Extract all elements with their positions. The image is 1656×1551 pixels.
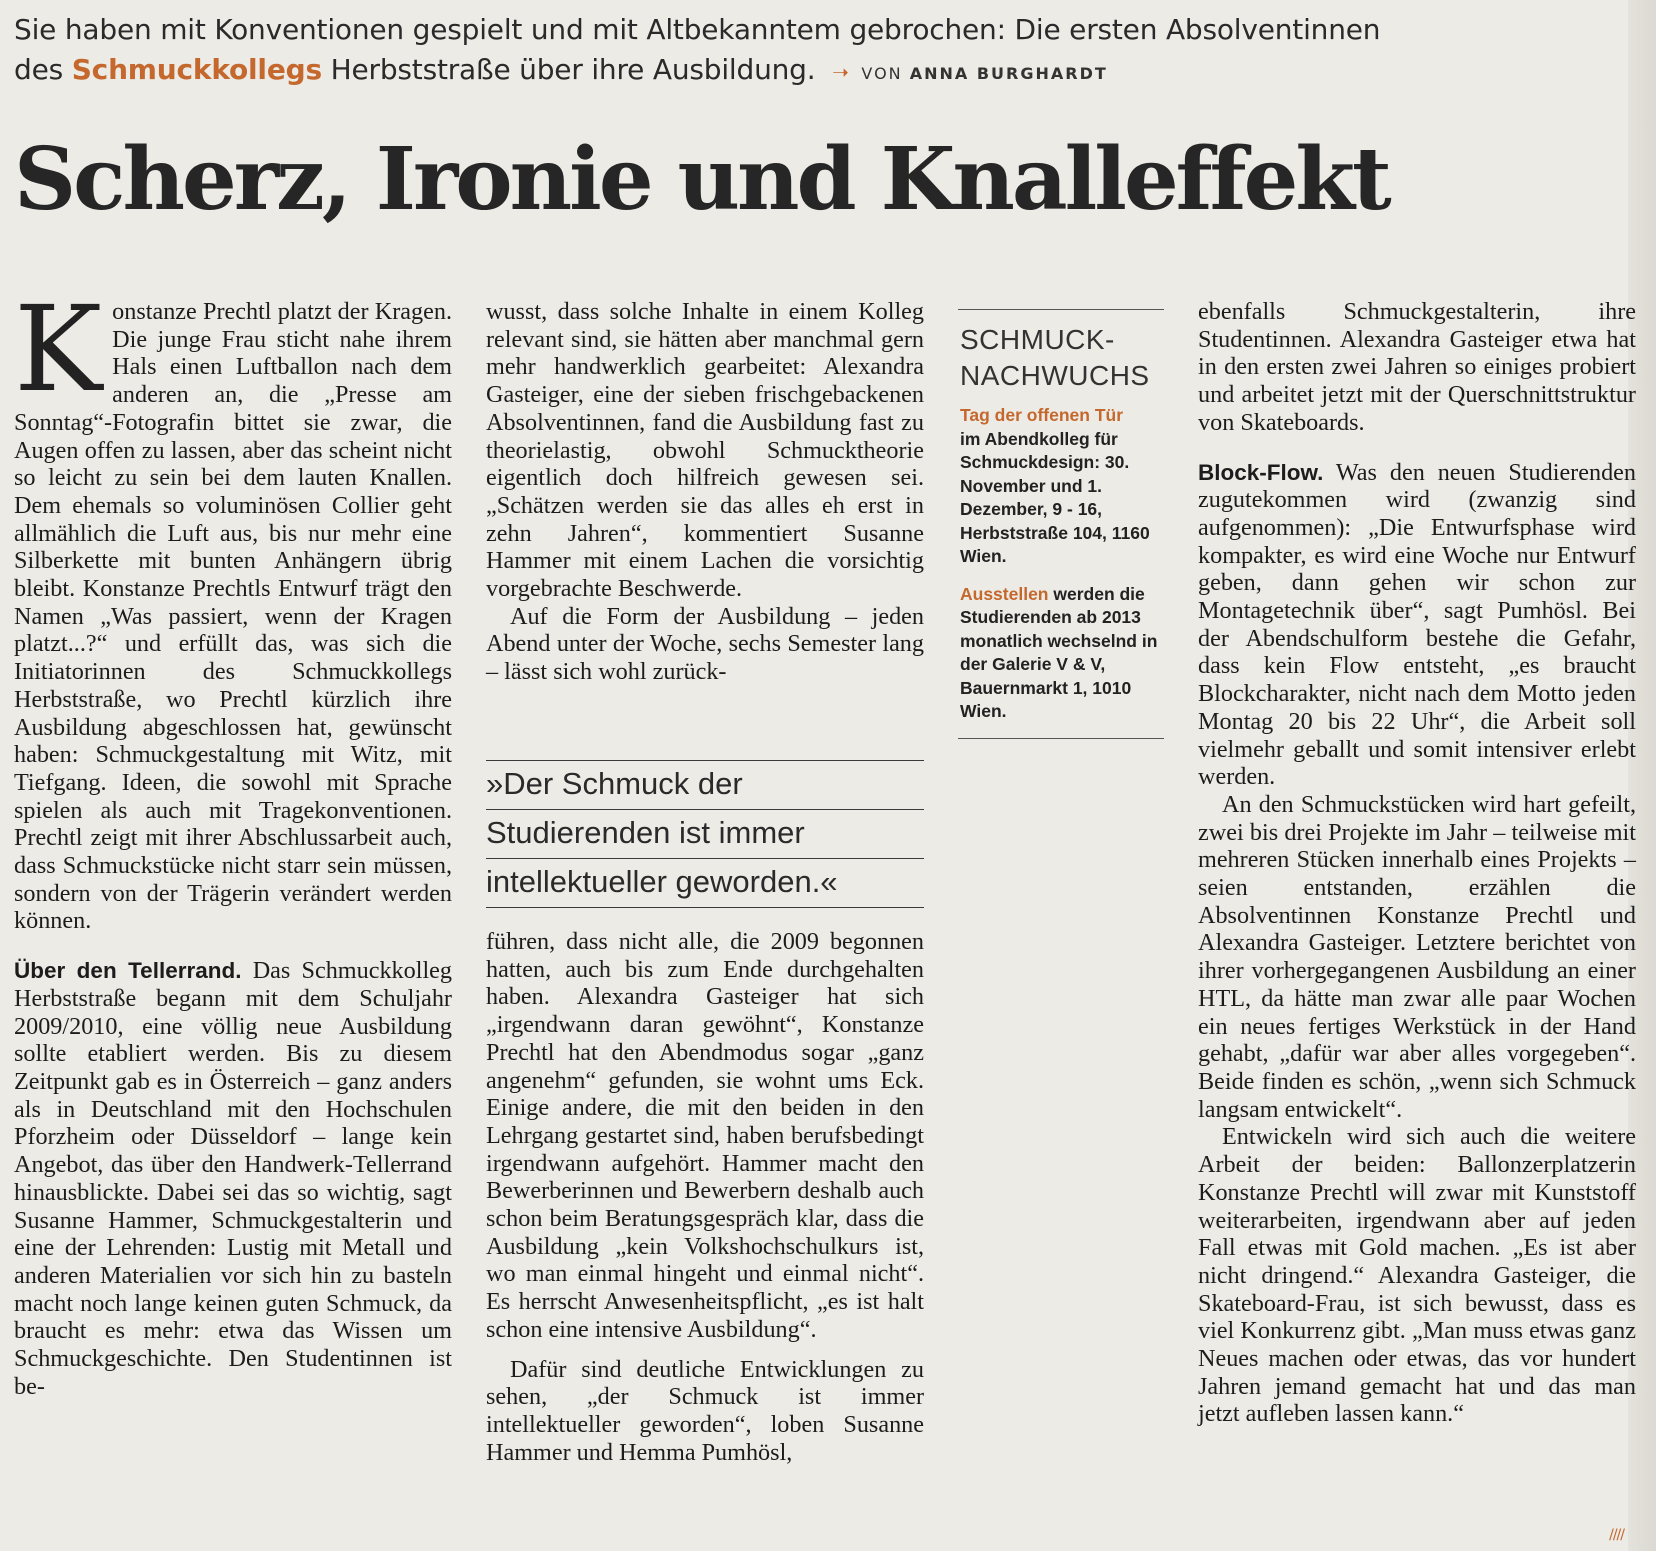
col4-paragraph-1: ebenfalls Schmuckgestalterin, ihre Studentinnen. Alexandra Gasteiger etwa hat in den ersten zwei Jahren so einiges probiert und arbeitet jetzt mit der Querschnittstruktur von Skateboards. — [1198, 298, 1636, 436]
column-4 — [1198, 298, 1636, 1428]
sidebar-open-day-label: Tag der offenen Tür — [960, 405, 1124, 425]
col4-paragraph-4: Entwickeln wird sich auch die weitere Arbeit der beiden: Ballonzerplatzerin Konstanze Prechtl will zwar mit Kunststoff weiterarbeiten, irgendwann aber auf jeden Fall etwas mit Gold machen. „Es ist aber nicht dringend.“ Alexandra Gasteiger, die Skateboard-Frau, ist sich bewusst, dass es viel Konkurrenz gibt. „Man muss etwas ganz Neues machen oder etwas, das vor hundert Jahren jemand gemacht hat und das man jetzt aufleben lassen kann.“ — [1198, 1123, 1636, 1428]
sidebar-bottom-rule — [958, 724, 1164, 739]
col1-paragraph-1 — [14, 280, 452, 935]
column-2 — [486, 298, 924, 686]
col1-paragraph-2 — [14, 957, 452, 1400]
article-teaser — [14, 10, 1634, 94]
arrow-icon: ➝ — [832, 60, 849, 84]
teaser-prefix: des — [14, 53, 72, 86]
col4-paragraph-3: An den Schmuckstücken wird hart gefeilt, zwei bis drei Projekte im Jahr – teilweise mit mehreren Stücken innerhalb eines Projekts – seien entstanden, erzählen die Absolventinnen Konstanze Prechtl und Alexandra Gasteiger. Letztere berichtet von ihrer vorhergegangenen Ausbildung an einer HTL, da hätte man zwar alle paar Wochen ein neues fertiges Werkstück in der Hand gehabt, „dafür war aber alles vorgegeben“. Beide finden es schön, „wenn sich Schmuck langsam entwickelt“. — [1198, 790, 1636, 1123]
byline-prefix: VON — [861, 64, 910, 83]
sidebar-exhibition-label: Ausstellen — [960, 583, 1049, 604]
teaser-brand: Schmuckkollegs — [71, 53, 322, 86]
pull-quote — [486, 760, 924, 908]
col4-text-2: Was den neuen Studierenden zugutekommen wird (zwanzig sind aufgenommen): „Die Entwurfsphase wird kompakter, es wird eine Woche nur Entwurf geben, dann gehen wir schon zur Montagetechnik über“, sagt Pumhösl. Bei der Abendschulform bestehe die Gefahr, dass kein Flow entsteht, „es braucht Blockcharakter, nicht nach dem Motto jeden Montag 20 bis 22 Uhr“, die Arbeit soll vielmehr geballt und somit intensiver erlebt werden. — [1198, 458, 1636, 791]
pull-quote-line-1: »Der Schmuck der — [486, 760, 924, 809]
sidebar-open-day — [960, 404, 1164, 569]
col2-paragraph-2: Auf die Form der Ausbildung – jeden Abend unter der Woche, sechs Semester lang – lässt sich wohl zurück- — [486, 602, 924, 686]
col2-paragraph-4: Dafür sind deutliche Entwicklungen zu sehen, „der Schmuck ist immer intellektueller geworden“, loben Susanne Hammer und Hemma Pumhösl, — [486, 1355, 924, 1466]
sidebar-exhibition — [960, 583, 1164, 724]
column-2-continued — [486, 928, 924, 1466]
headline: Scherz, Ironie und Knalleffekt — [14, 129, 1389, 230]
column-1 — [14, 280, 453, 1400]
pull-quote-line-2: Studierenden ist immer — [486, 809, 924, 858]
sidebar-exhibition-text: werden die Studierenden ab 2013 monatlich wechselnd in der Galerie V & V, Bauernmarkt 1, 1010 Wien. — [960, 583, 1158, 721]
teaser-suffix: Herbststraße über ihre Ausbildung. — [321, 53, 816, 86]
drop-cap: K — [14, 280, 103, 418]
sidebar-kicker-line-2: NACHWUCHS — [960, 360, 1150, 391]
sidebar-kicker — [960, 322, 1164, 394]
sidebar-kicker-line-1: SCHMUCK- — [960, 324, 1115, 355]
end-mark: //// — [1609, 1527, 1624, 1543]
author-name: ANNA BURGHARDT — [909, 64, 1108, 83]
teaser-line-2 — [14, 50, 1634, 94]
col1-text-1: onstanze Prechtl platzt der Kragen. Die junge Frau sticht nahe ihrem Hals einen Luftballon nach dem anderen an, die „Presse am Sonntag“-Fotografin bittet sie zwar, die Augen offen zu lassen, aber das scheint nicht so leicht zu sein bei dem lauten Knallen. Dem ehemals so voluminösen Collier geht allmählich die Luft aus, bis nur mehr eine Silberkette mit bunten Anhängern übrig bleibt. Konstanze Prechtls Entwurf trägt den Namen „Was passiert, wenn der Kragen platzt...?“ und erfüllt das, was sich die Initiatorinnen des Schmuckkollegs Herbststraße, wo Prechtl kürzlich ihre Ausbildung abgeschlossen hat, gewünscht haben: Schmuckgestaltung mit Witz, mit Tiefgang. Ideen, die sowohl mit Sprache spielen als auch mit Tragekonventionen. Prechtl zeigt mit ihrer Abschlussarbeit auch, dass Schmuckstücke nicht starr sein müssen, sondern von der Trägerin verändert werden können. — [14, 298, 452, 935]
subhead-block-flow: Block-Flow. — [1198, 459, 1324, 485]
byline — [861, 64, 1107, 83]
col2-paragraph-1: wusst, dass solche Inhalte in einem Kolleg relevant sind, sie hätten aber manchmal gern mehr handwerklich gearbeitet: Alexandra Gasteiger, eine der sieben frischgebackenen Absolventinnen, fand die Ausbildung fast zu theorielastig, obwohl Schmucktheorie eigentlich doch hilfreich gewesen sei. „Schätzen werden sie das alles eh erst in zehn Jahren“, kommentiert Susanne Hammer mit einem Lachen die vorsichtig vorgebrachte Beschwerde. — [486, 298, 924, 603]
col4-paragraph-2 — [1198, 459, 1636, 791]
sidebar-open-day-text: im Abendkolleg für Schmuckdesign: 30. November und 1. Dezember, 9 - 16, Herbststraße 104, 1160 Wien. — [960, 428, 1150, 566]
col1-text-2: Das Schmuckkolleg Herbststraße begann mit dem Schuljahr 2009/2010, eine völlig neue Ausbildung sollte etabliert werden. Bis zu diesem Zeitpunkt gab es in Österreich – ganz anders als in Deutschland mit den Hochschulen Pforzheim oder Düsseldorf – lange kein Angebot, das über den Handwerk-Tellerrand hinausblickte. Dabei sei das so wichtig, sagt Susanne Hammer, Schmuckgestalterin und eine der Lehrenden: Lustig mit Metall und anderen Materialien vor sich hin zu basteln macht noch lange keinen guten Schmuck, da braucht es mehr: etwa das Wissen um Schmuckgeschichte. Den Studentinnen ist be- — [14, 957, 453, 1400]
pull-quote-line-3: intellektueller geworden.« — [486, 858, 924, 908]
col2-paragraph-3: führen, dass nicht alle, die 2009 begonnen hatten, auch bis zum Ende durchgehalten haben. Alexandra Gasteiger hat sich „irgendwann daran gewöhnt“, Konstanze Prechtl hat den Abendmodus sogar „ganz angenehm“ gefunden, sie wohnt ums Eck. Einige andere, die mit den beiden in den Lehrgang gestartet sind, haben berufsbedingt irgendwann aufgehört. Hammer macht den Bewerberinnen und Bewerbern deshalb auch schon beim Beratungsgespräch klar, dass die Ausbildung „kein Volkshochschulkurs ist, wo man einmal hingeht und einmal nicht“. Es herrscht Anwesenheitspflicht, „es ist halt schon eine intensive Ausbildung“. — [486, 928, 924, 1343]
subhead-tellerrand: Über den Tellerrand. — [14, 958, 242, 984]
teaser-line-1: Sie haben mit Konventionen gespielt und mit Altbekanntem gebrochen: Die ersten Absolventinnen — [14, 13, 1381, 46]
info-sidebar — [958, 309, 1164, 739]
